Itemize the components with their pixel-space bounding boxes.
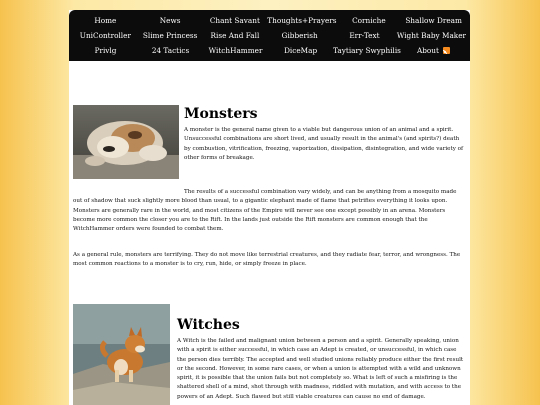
page-container bbox=[69, 10, 470, 405]
nav-link-err-text[interactable]: Err-Text bbox=[349, 31, 380, 40]
shiba-photo bbox=[73, 304, 170, 405]
nav-link-wight-baby-maker[interactable]: Wight Baby Maker bbox=[396, 31, 467, 40]
monsters-section bbox=[73, 105, 466, 275]
nav-link-dicemap[interactable]: DiceMap bbox=[284, 46, 318, 55]
nav-link-corniche[interactable]: Corniche bbox=[352, 16, 386, 25]
nav-link-news[interactable]: News bbox=[159, 16, 181, 25]
nav-link-slime-princess[interactable]: Slime Princess bbox=[142, 31, 198, 40]
nav-link-about[interactable]: About bbox=[416, 46, 439, 55]
nav-link-chant-savant[interactable]: Chant Savant bbox=[209, 16, 260, 25]
nav-link-taytiary-swyphilis[interactable]: Taytiary Swyphilis bbox=[333, 46, 401, 55]
monsters-heading: Monsters bbox=[184, 106, 258, 122]
nav-row-3 bbox=[73, 43, 466, 58]
nav-row-1 bbox=[73, 13, 466, 28]
witches-body: A Witch is the failed and malignant union between a person and a spirit. Generally speaking, union with a spirit is either successful, in which case an Adept is created, or unsuccessful, in which case the person dies terribly. The accepted and well studied unions reliably produce either the first result or the second. However, in some rare cases, or when a union is attempted with a wild and unknown spirit, it is possible that the union fails but not completely so. What is left of such a misfiring is the shattered shell of a mind, shot through with madness, riddled with mutation, and with access to the powers of an Adept. Such flawed but still viable creatures can cause no end of damage. bbox=[177, 338, 464, 400]
nav-link-about-wrap bbox=[401, 43, 466, 58]
monsters-body: The results of a successful combination vary widely, and can be anything from a mosquito made out of shadow that suck slightly more blood than usual, to a gigantic elephant made of flame that petrifies everything it looks upon. Monsters are generally rare in the world, and most citizens of the Empire will never see one except possibly in an arena. Monsters become more common the closer you are to the Rift. In the lands just outside the Rift monsters are common enough that the WitchHammer orders were founded to combat them. bbox=[73, 189, 457, 233]
nav-row-2 bbox=[73, 28, 466, 43]
witches-section bbox=[73, 304, 466, 405]
nav-link-thoughts-prayers[interactable]: Thoughts+Prayers bbox=[267, 16, 337, 25]
monsters-intro: A monster is the general name given to a viable but dangerous union of an animal and a spirit. Unsuccessful combinations are short lived, and usually result in the animal's (and spirits?) death by combustion, vitrification, freezing, vaporization, dissipation, disintegration, and wide variety of other forms of breakage. bbox=[184, 127, 464, 161]
nav-link-shallow-dream[interactable]: Shallow Dream bbox=[405, 16, 462, 25]
nav-link-privlg[interactable]: Privlg bbox=[94, 46, 117, 55]
monsters-rule: As a general rule, monsters are terrifying. They do not move like terrestrial creatures, and they radiate fear, terror, and wrongness. The most common reactions to a monster is to cry, run, hide, or simply freeze in place. bbox=[73, 252, 461, 268]
nav-link-24-tactics[interactable]: 24 Tactics bbox=[151, 46, 190, 55]
rss-feed-icon[interactable] bbox=[443, 47, 450, 54]
main-nav bbox=[69, 10, 470, 61]
bulldog-photo bbox=[73, 105, 179, 179]
nav-link-gibberish[interactable]: Gibberish bbox=[281, 31, 318, 40]
nav-link-witchhammer[interactable]: WitchHammer bbox=[208, 46, 263, 55]
nav-link-unicontroller[interactable]: UniController bbox=[79, 31, 131, 40]
nav-link-home[interactable]: Home bbox=[94, 16, 117, 25]
nav-link-rise-and-fall[interactable]: Rise And Fall bbox=[210, 31, 260, 40]
witches-heading: Witches bbox=[177, 317, 240, 333]
